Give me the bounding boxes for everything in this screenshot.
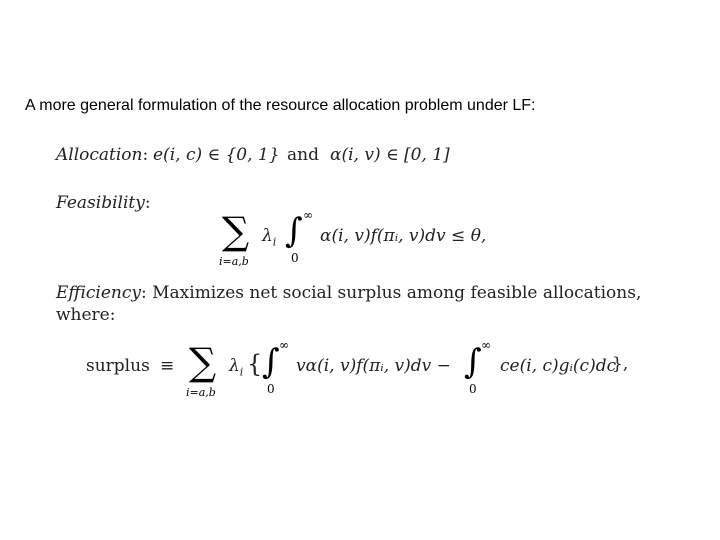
surplus-sum-index: i=a,b <box>186 386 216 399</box>
surplus-integral-1-upper: ∞ <box>279 338 289 352</box>
allocation-colon: : <box>142 145 149 165</box>
efficiency-row <box>56 283 641 303</box>
allocation-label: Allocation <box>56 145 143 165</box>
surplus-close: }, <box>612 354 629 374</box>
surplus-integral-2-lower: 0 <box>469 382 477 396</box>
surplus-integral-2-upper: ∞ <box>481 338 491 352</box>
efficiency-colon: : <box>140 283 147 303</box>
surplus-lambda: $\lambda_i$ <box>229 356 244 379</box>
surplus-term-2: ce(i, c)gᵢ(c)dc <box>500 356 617 376</box>
feasibility-integral-lower: 0 <box>291 251 299 265</box>
feasibility-integral-symbol: ∫ <box>285 211 303 251</box>
surplus-integral-1-symbol: ∫ <box>262 342 280 382</box>
feasibility-label: Feasibility <box>56 193 145 213</box>
feasibility-integral-upper: ∞ <box>303 208 313 222</box>
efficiency-label: Efficiency <box>56 283 141 303</box>
efficiency-where: where: <box>56 305 116 325</box>
surplus-equiv: ≡ <box>160 356 175 376</box>
feasibility-sum-symbol: ∑ <box>222 209 250 253</box>
page-heading: A more general formulation of the resource allocation problem under LF: <box>25 97 536 114</box>
surplus-open-brace: { <box>247 350 263 378</box>
surplus-sum-symbol: ∑ <box>189 340 217 384</box>
allocation-and: and <box>287 145 319 165</box>
feasibility-integrand: α(i, v)f(πᵢ, v)dv ≤ θ, <box>320 226 487 246</box>
feasibility-row <box>56 193 151 213</box>
allocation-expr-2: α(i, v) ∈ [0, 1] <box>330 145 450 165</box>
feasibility-colon: : <box>144 193 151 213</box>
surplus-term-1: vα(i, v)f(πᵢ, v)dv − <box>296 356 451 376</box>
feasibility-sum-index: i=a,b <box>219 255 249 268</box>
efficiency-text: Maximizes net social surplus among feasible allocations, <box>152 283 642 303</box>
surplus-lhs: surplus <box>86 356 150 376</box>
allocation-expr-1: e(i, c) ∈ {0, 1} <box>153 145 280 165</box>
surplus-integral-2-symbol: ∫ <box>464 342 482 382</box>
surplus-integral-1-lower: 0 <box>267 382 275 396</box>
allocation-row <box>56 145 148 165</box>
feasibility-lambda: $\lambda_i$ <box>262 226 277 249</box>
